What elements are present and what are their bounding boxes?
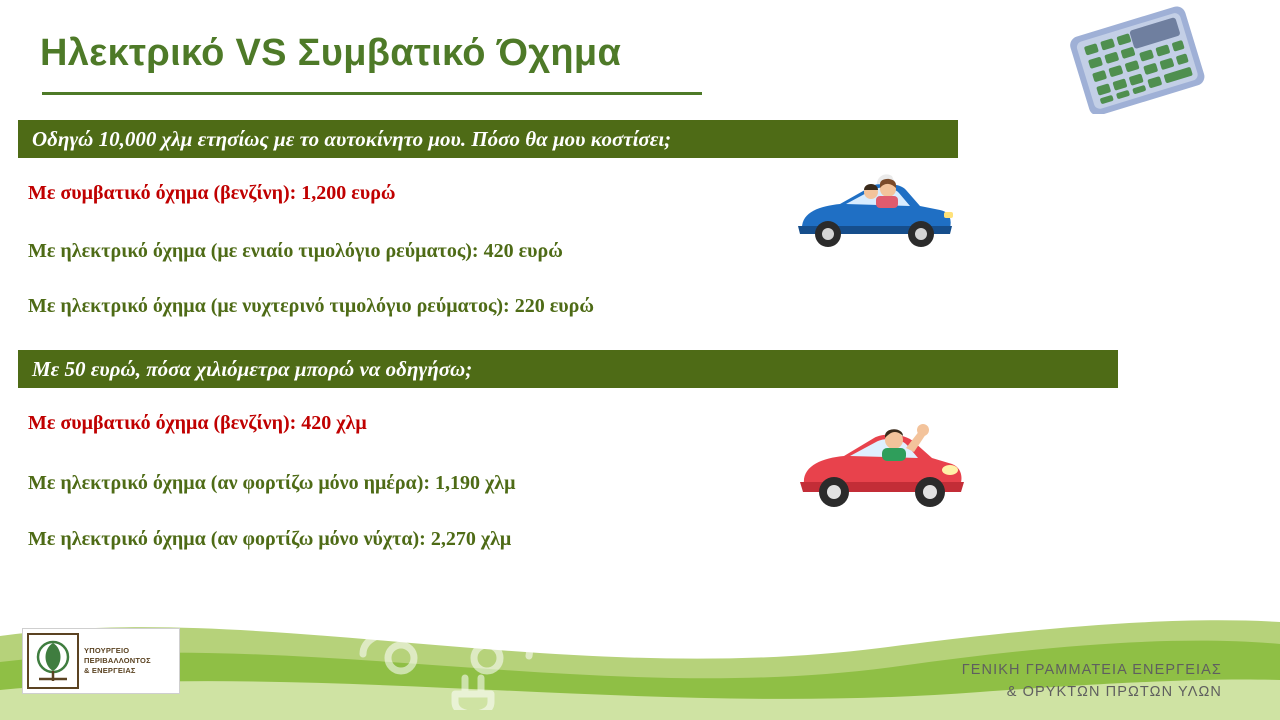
calculator-icon [1042,6,1232,114]
electric-car-plug-icon [345,600,585,710]
footer-org-line-2: & ΟΡΥΚΤΩΝ ΠΡΩΤΩΝ ΥΛΩΝ [1006,683,1222,700]
ministry-logo-text [84,646,151,676]
answer-line-ev-standard-cost: Με ηλεκτρικό όχημα (με ενιαίο τιμολόγιο ρεύματος): 420 ευρώ [28,240,563,262]
blue-convertible-car-icon [780,166,960,256]
question-bar-2: Με 50 ευρώ, πόσα χιλιόμετρα μπορώ να οδηγήσω; [18,350,1118,388]
answer-line-ev-night-cost: Με ηλεκτρικό όχημα (με νυχτερινό τιμολόγιο ρεύματος): 220 ευρώ [28,295,594,317]
answer-line-conventional-range: Με συμβατικό όχημα (βενζίνη): 420 χλμ [28,412,367,434]
page-title: Ηλεκτρικό VS Συμβατικό Όχημα [40,32,622,74]
logo-line-2: ΠΕΡΙΒΑΛΛΟΝΤΟΣ [84,655,151,665]
ministry-logo [22,628,180,694]
ministry-emblem-icon [27,633,79,689]
answer-line-ev-night-range: Με ηλεκτρικό όχημα (αν φορτίζω μόνο νύχτα): 2,270 χλμ [28,528,512,550]
footer-org-line-1: ΓΕΝΙΚΗ ΓΡΑΜΜΑΤΕΙΑ ΕΝΕΡΓΕΙΑΣ [961,662,1222,678]
answer-line-ev-day-range: Με ηλεκτρικό όχημα (αν φορτίζω μόνο ημέρα): 1,190 χλμ [28,472,516,494]
red-convertible-car-icon [790,408,970,518]
question-bar-1: Οδηγώ 10,000 χλμ ετησίως με το αυτοκίνητο μου. Πόσο θα μου κοστίσει; [18,120,958,158]
answer-line-conventional-cost: Με συμβατικό όχημα (βενζίνη): 1,200 ευρώ [28,182,396,204]
logo-line-3: & ΕΝΕΡΓΕΙΑΣ [84,666,136,676]
title-divider [42,92,702,95]
footer-organization [962,660,1222,704]
logo-line-1: ΥΠΟΥΡΓΕΙΟ [84,645,130,655]
